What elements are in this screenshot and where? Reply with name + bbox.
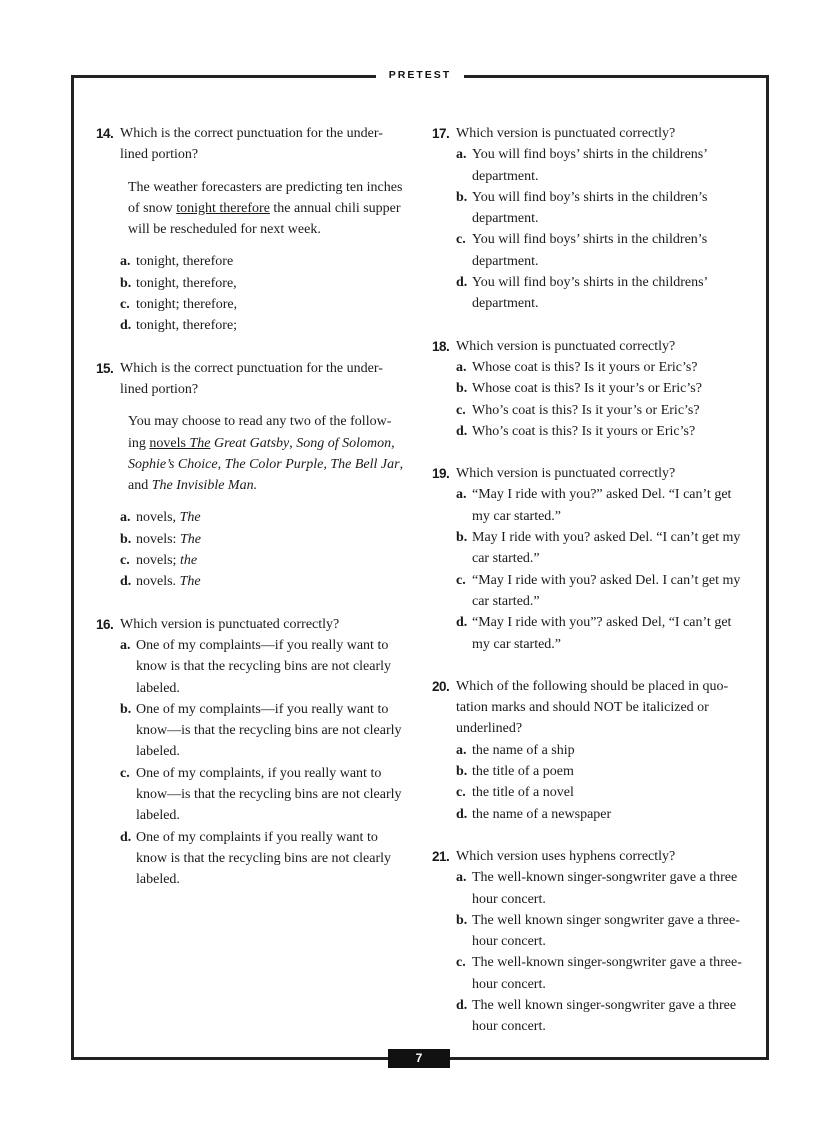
option-text: Who’s coat is this? Is it yours or Eric’s? (472, 423, 696, 439)
answer-option-b[interactable] (456, 910, 752, 953)
option-text: novels. (136, 574, 180, 590)
answer-option-b[interactable] (120, 529, 408, 550)
answer-option-a[interactable] (456, 357, 752, 378)
option-text: the title of a novel (472, 785, 574, 801)
option-letter: b. (456, 912, 468, 928)
answer-option-c[interactable] (456, 570, 752, 613)
book-title: Great Gatsby (210, 435, 290, 451)
right-column (432, 123, 752, 1059)
option-italic-text: The (179, 531, 201, 547)
option-letter: b. (120, 701, 132, 717)
book-titles: Song of Solomon, Sophie’s Choice, The Color Purple, The Bell Jar (128, 435, 400, 472)
option-text: novels; (136, 553, 180, 569)
question-number: 14. (96, 126, 114, 141)
question-number: 18. (432, 338, 450, 354)
answer-option-d[interactable] (456, 804, 752, 825)
option-letter: a. (456, 359, 467, 375)
answer-option-a[interactable] (120, 251, 408, 272)
question-number: 17. (432, 126, 450, 141)
option-text: Whose coat is this? Is it yours or Eric’s? (472, 359, 698, 375)
question-19 (432, 463, 752, 655)
option-letter: a. (120, 254, 131, 270)
answer-options (456, 144, 752, 314)
option-letter: a. (120, 637, 131, 653)
question-16 (96, 614, 408, 891)
passage-text: the annual chili supper will be rescheduled for next week. (128, 200, 401, 238)
option-text: You will find boy’s shirts in the children’s department. (472, 189, 708, 227)
option-text: The well known singer songwriter gave a three-hour concert. (472, 912, 740, 950)
option-text: One of my complaints—if you really want to know—is that the recycling bins are not clearly labeled. (136, 701, 402, 760)
option-text: You will find boys’ shirts in the children’s department. (472, 232, 708, 269)
option-text: “May I ride with you?” asked Del. “I can’t get my car started.” (472, 487, 732, 524)
option-text: “May I ride with you”? asked Del, “I can’t get my car started.” (472, 615, 732, 652)
answer-option-c[interactable] (456, 952, 752, 995)
underlined-portion: tonight therefore (176, 200, 270, 216)
option-letter: d. (456, 275, 468, 291)
question-stem: Which is the correct punctuation for the under-lined portion? (120, 360, 383, 397)
option-letter: c. (120, 553, 130, 569)
question-number: 20. (432, 678, 450, 694)
left-column (96, 123, 408, 912)
answer-option-c[interactable] (120, 294, 408, 315)
page-number: 7 (388, 1049, 450, 1068)
option-text: “May I ride with you? asked Del. I can’t get my car started.” (472, 572, 741, 609)
option-text: The well-known singer-songwriter gave a three hour concert. (472, 870, 738, 907)
option-text: the title of a poem (472, 764, 574, 780)
book-title: The Invisible Man. (151, 478, 258, 494)
answer-options (456, 484, 752, 654)
answer-option-a[interactable] (456, 740, 752, 761)
answer-option-d[interactable] (456, 612, 752, 655)
option-text: tonight; therefore, (136, 297, 238, 313)
underlined-portion (149, 436, 210, 451)
option-letter: c. (120, 297, 130, 313)
answer-option-d[interactable] (120, 827, 408, 891)
option-letter: b. (456, 381, 468, 397)
question-stem: Which of the following should be placed in quo-tation marks and should NOT be italicized or underlined? (456, 678, 729, 737)
answer-option-d[interactable] (456, 995, 752, 1038)
option-letter: c. (456, 402, 466, 418)
question-18 (432, 336, 752, 442)
option-letter: a. (456, 742, 467, 758)
option-text: You will find boys’ shirts in the childrens’ department. (472, 147, 707, 184)
question-stem: Which version is punctuated correctly? (456, 126, 676, 141)
question-stem: Which version is punctuated correctly? (456, 338, 676, 354)
option-text: the name of a ship (472, 742, 575, 758)
option-text: May I ride with you? asked Del. “I can’t get my car started.” (472, 530, 741, 567)
underlined-text: novels (149, 435, 190, 451)
option-text: novels: (136, 531, 180, 547)
answer-option-d[interactable] (120, 571, 408, 592)
option-letter: d. (456, 806, 468, 822)
option-letter: d. (456, 615, 468, 631)
question-15 (96, 358, 408, 593)
answer-option-a[interactable] (120, 507, 408, 528)
option-text: the name of a newspaper (472, 806, 612, 822)
option-text: The well known singer-songwriter gave a three hour concert. (472, 997, 737, 1035)
option-text: tonight, therefore (136, 254, 234, 270)
answer-option-d[interactable] (456, 272, 752, 315)
question-number: 21. (432, 848, 450, 864)
answer-option-a[interactable] (456, 867, 752, 910)
answer-option-b[interactable] (456, 761, 752, 782)
answer-option-a[interactable] (456, 484, 752, 527)
option-text: Who’s coat is this? Is it your’s or Eric’s? (472, 402, 700, 418)
question-stem: Which version is punctuated correctly? (120, 616, 340, 632)
option-italic-text: The (179, 510, 201, 526)
option-letter: a. (120, 510, 131, 526)
answer-options (456, 740, 752, 825)
answer-option-d[interactable] (456, 421, 752, 442)
option-text: One of my complaints if you really want to know is that the recycling bins are not clearly labeled. (136, 829, 392, 888)
option-letter: d. (120, 829, 132, 845)
question-17 (432, 123, 752, 315)
option-italic-text: The (179, 574, 201, 590)
option-text: Whose coat is this? Is it your’s or Eric’s? (472, 381, 702, 397)
option-letter: b. (456, 189, 468, 205)
question-number: 19. (432, 466, 450, 482)
answer-option-c[interactable] (456, 229, 752, 272)
option-text: You will find boy’s shirts in the childrens’ department. (472, 275, 708, 312)
underlined-italic-text: The (189, 435, 211, 451)
answer-option-c[interactable] (456, 400, 752, 421)
option-text: tonight, therefore; (136, 318, 238, 334)
option-text: tonight, therefore, (136, 275, 237, 291)
option-text: novels, (136, 510, 180, 526)
option-letter: d. (120, 318, 132, 334)
frame-left-rule (71, 75, 74, 1060)
frame-top-rule-left (71, 75, 376, 78)
option-letter: c. (456, 572, 466, 588)
passage-text: You may choose to read any two of the follow-ing (128, 414, 392, 451)
question-passage (128, 411, 408, 496)
option-letter: a. (456, 870, 467, 886)
answer-option-b[interactable] (120, 273, 408, 294)
answer-option-a[interactable] (120, 635, 408, 699)
option-letter: c. (456, 955, 466, 971)
question-20 (432, 676, 752, 825)
option-letter: b. (120, 531, 132, 547)
option-letter: c. (120, 765, 130, 781)
option-letter: b. (456, 764, 468, 780)
passage-text: , and (128, 456, 404, 494)
option-letter: b. (120, 275, 132, 291)
question-stem: Which version uses hyphens correctly? (456, 848, 676, 864)
question-21 (432, 846, 752, 1038)
frame-right-rule (766, 75, 769, 1060)
option-text: One of my complaints—if you really want to know is that the recycling bins are not clearly labeled. (136, 637, 392, 696)
answer-option-b[interactable] (456, 378, 752, 399)
answer-option-b[interactable] (456, 187, 752, 230)
passage-text: The weather forecasters are predicting ten inches of snow (128, 179, 403, 216)
option-text: One of my complaints, if you really want to know—is that the recycling bins are not clearly labeled. (136, 765, 402, 824)
answer-option-b[interactable] (120, 699, 408, 763)
option-letter: c. (456, 785, 466, 801)
option-letter: d. (456, 423, 468, 439)
question-14 (96, 123, 408, 337)
option-letter: d. (456, 997, 468, 1013)
question-stem: Which version is punctuated correctly? (456, 466, 676, 482)
option-letter: d. (120, 574, 132, 590)
question-passage (128, 177, 408, 241)
option-letter: c. (456, 232, 466, 248)
option-italic-text: the (179, 553, 198, 569)
question-number: 15. (96, 360, 114, 376)
answer-option-a[interactable] (456, 144, 752, 187)
section-header: PRETEST (388, 69, 452, 81)
answer-options (120, 251, 408, 336)
answer-options (456, 357, 752, 442)
answer-options (456, 867, 752, 1037)
answer-option-c[interactable] (120, 763, 408, 827)
answer-option-d[interactable] (120, 315, 408, 336)
option-text: The well-known singer-songwriter gave a three-hour concert. (472, 955, 742, 992)
option-letter: b. (456, 530, 468, 546)
question-stem: Which is the correct punctuation for the under-lined portion? (120, 126, 383, 163)
answer-option-c[interactable] (120, 550, 408, 571)
answer-options (120, 635, 408, 891)
option-letter: a. (456, 147, 467, 163)
option-letter: a. (456, 487, 467, 503)
answer-options (120, 507, 408, 592)
question-number: 16. (96, 616, 114, 632)
answer-option-c[interactable] (456, 782, 752, 803)
frame-top-rule-right (464, 75, 769, 78)
answer-option-b[interactable] (456, 527, 752, 570)
passage-text: , (289, 435, 297, 451)
